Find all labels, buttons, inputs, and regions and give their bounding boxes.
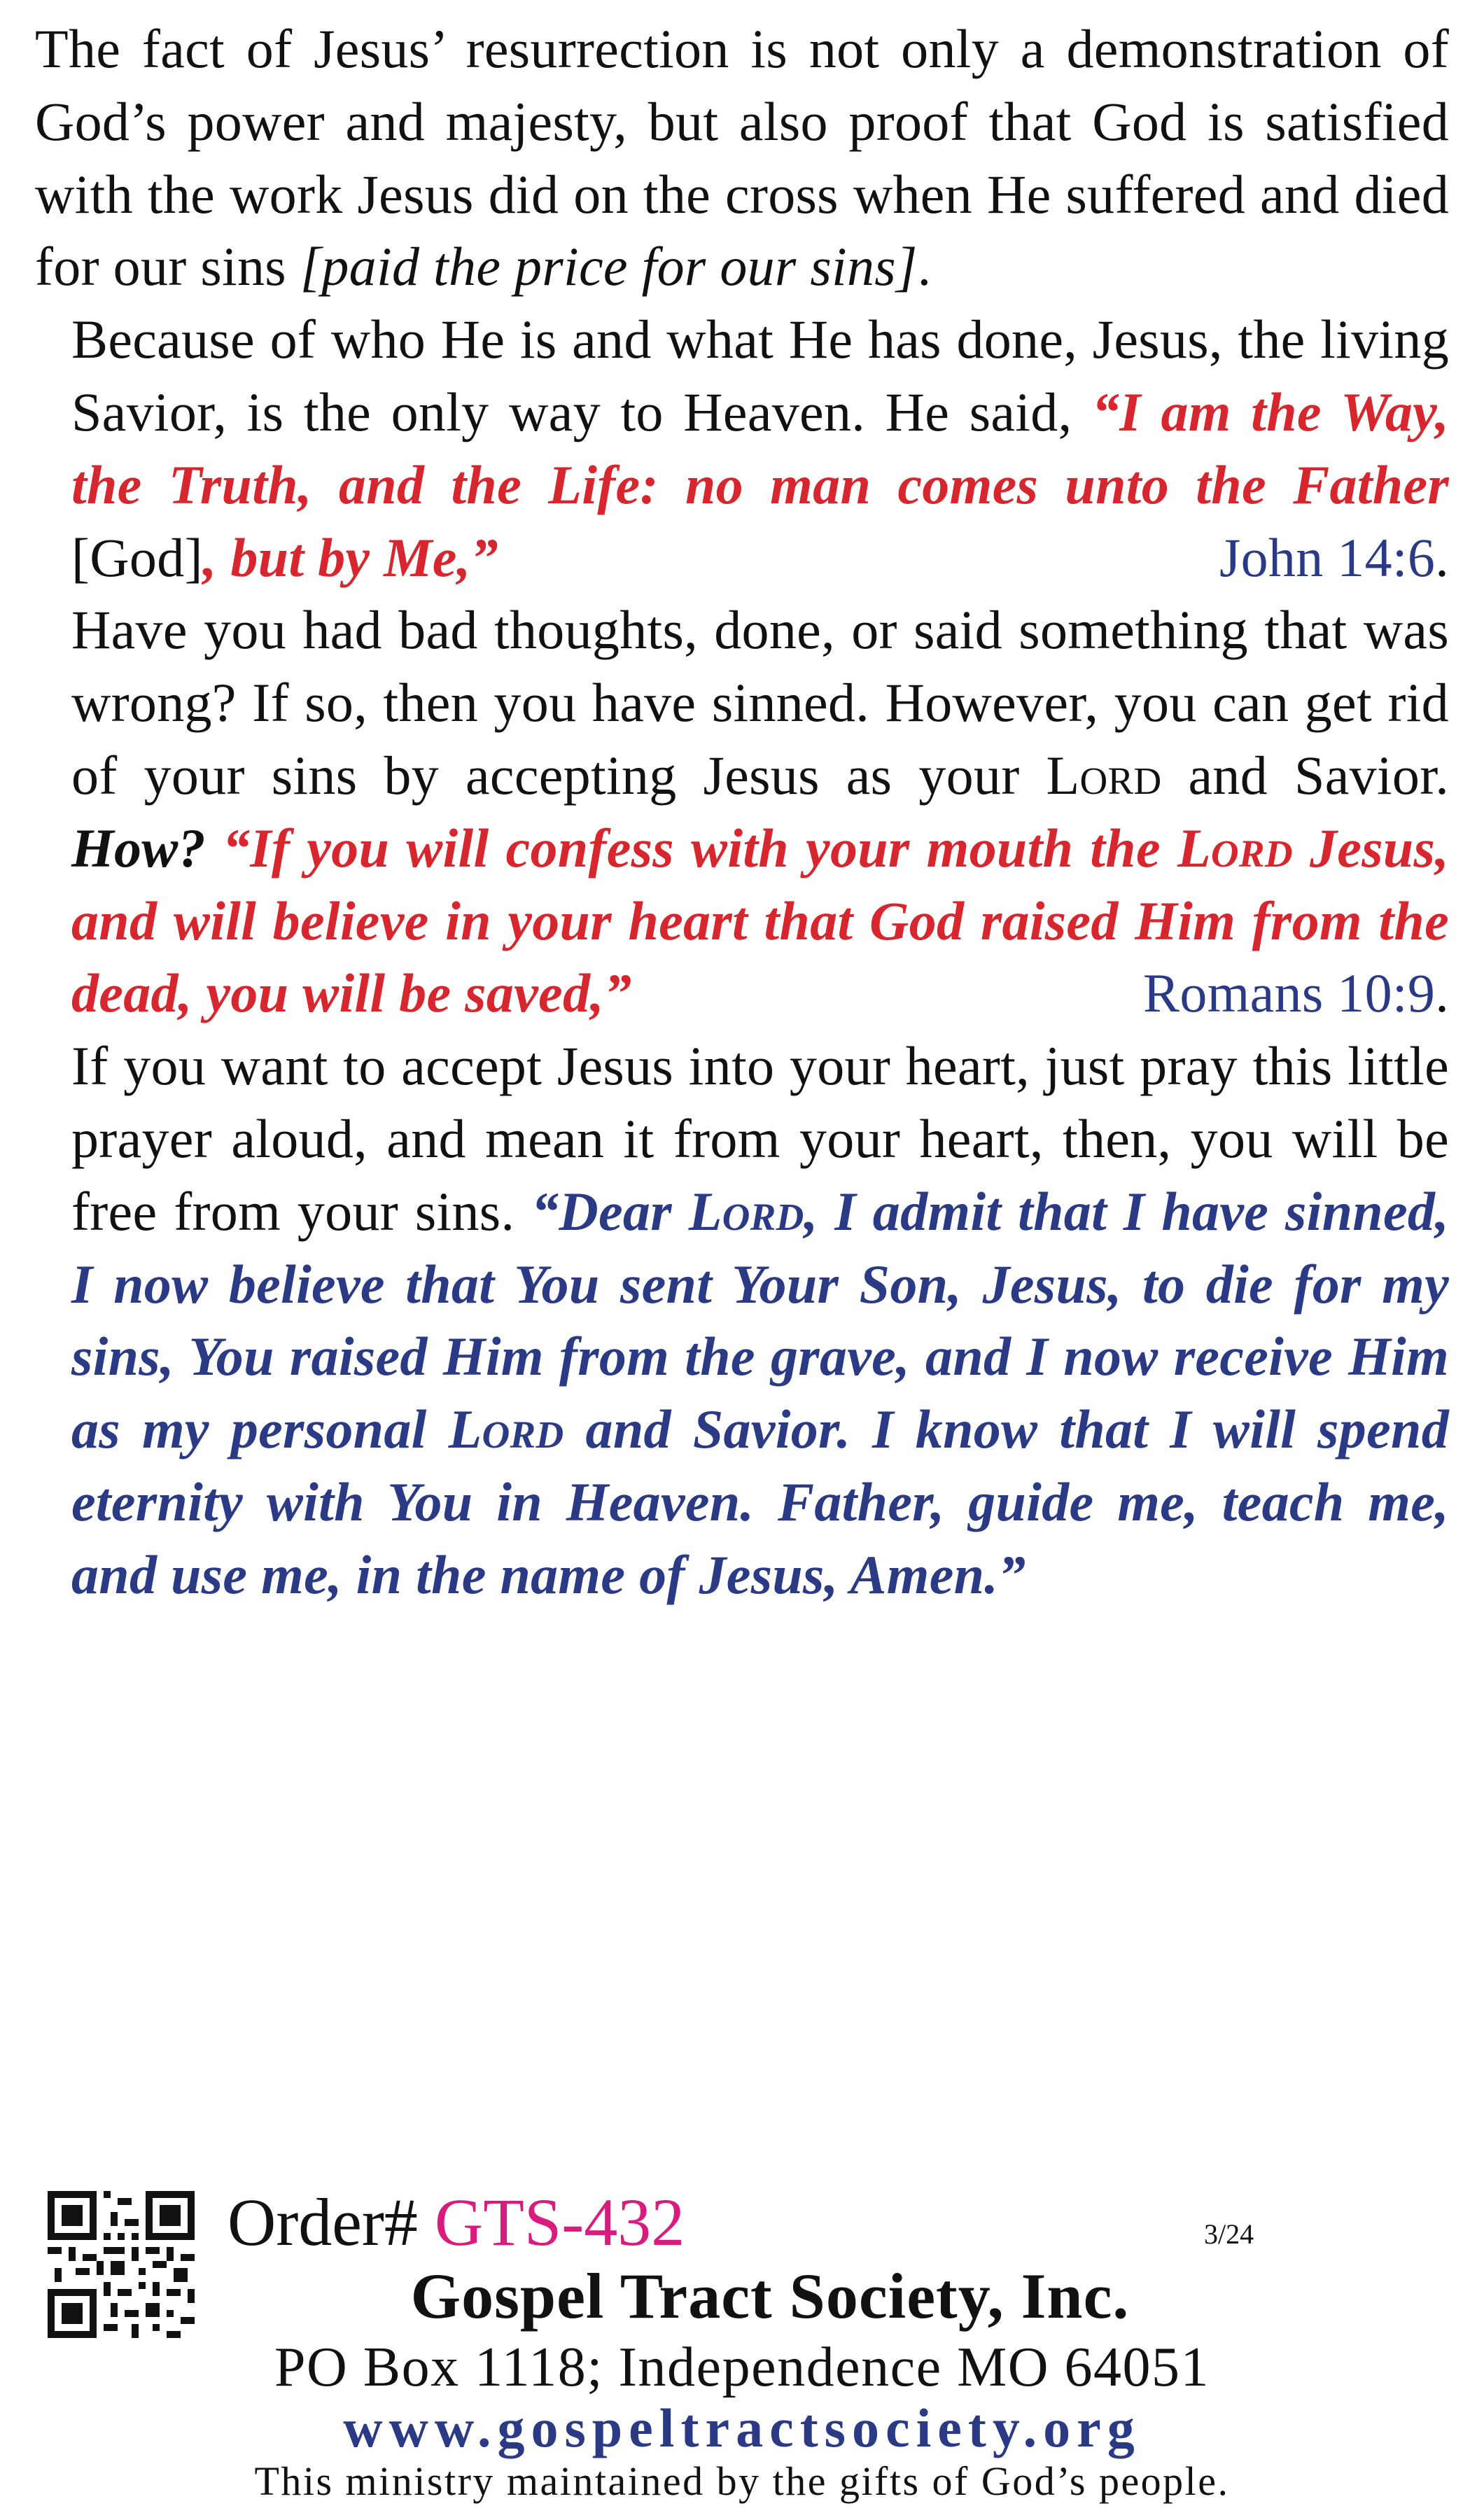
paragraph-text: The fact of Jesus’ resurrection is not only a demonstration of God’s power and majesty, but also proof that God is satisfied with the work Jesus did on the cross when He suffered and died for our sins (35, 18, 1449, 298)
mailing-address: PO Box 1118; Independence MO 64051 (274, 2337, 1210, 2398)
how-question: How? (71, 817, 206, 878)
tract-body (35, 13, 1449, 1611)
bracket-note: [God] (71, 526, 203, 588)
scripture-quote: “I am the Way, the Truth, and the Life: no man comes unto the Father (71, 381, 1449, 515)
paragraph-text: and Savior. (1161, 744, 1449, 806)
order-code: GTS-432 (434, 2185, 685, 2260)
prayer-text: “Dear (531, 1180, 689, 1242)
period: . (1435, 526, 1449, 588)
paragraph-sin (35, 594, 1449, 1030)
lord-smallcaps: Lord (688, 1180, 804, 1242)
paragraph-prayer (35, 1030, 1449, 1611)
scripture-quote: “If you will confess with your mouth the (205, 817, 1177, 878)
paragraph-text: If you want to accept Jesus into your heart, just pray this little prayer aloud, and mean it from your heart, then, you will be free from your sins. (71, 1035, 1449, 1242)
website-link[interactable]: www.gospeltractsociety.org (343, 2398, 1141, 2458)
ministry-note: This ministry maintained by the gifts of God’s people. (254, 2458, 1230, 2504)
order-label: Order# (227, 2185, 435, 2260)
scripture-reference: John 14:6 (1219, 526, 1436, 588)
paragraph-only-way (35, 303, 1449, 594)
lord-smallcaps: Lord (1046, 744, 1162, 806)
organization-name: Gospel Tract Society, Inc. (410, 2260, 1130, 2332)
period: . (917, 236, 932, 298)
scripture-quote-end: , but by Me,” (202, 526, 498, 588)
prayer-text: and Savior. I know that I will spend eternity with You in Heaven. Father, guide me, teach me, and use me, in the name of Jesus, Amen.” (71, 1399, 1449, 1605)
paragraph-resurrection (35, 13, 1449, 303)
order-number (227, 2184, 685, 2261)
scripture-reference: Romans 10:9 (1143, 962, 1436, 1024)
scripture-quote-end: Jesus, and will believe in your heart that God raised Him from the dead, you will be saved,” (71, 817, 1449, 1024)
lord-smallcaps: Lord (448, 1399, 564, 1460)
period: . (1435, 962, 1449, 1024)
lord-smallcaps: Lord (1177, 817, 1293, 878)
paragraph-text: Have you had bad thoughts, done, or said something that was wrong? If so, then you have sinned. However, you can get rid of your sins by accepting Jesus as your (71, 599, 1449, 806)
print-date: 3/24 (1204, 2218, 1254, 2250)
italic-note: [paid the price for our sins] (300, 236, 918, 298)
paragraph-text: Because of who He is and what He has done, Jesus, the living Savior, is the only way to Heaven. He said, (71, 309, 1449, 442)
prayer-text: , I admit that I have sinned, I now believe that You sent Your Son, Jesus, to die for my sins, You raised Him from the grave, and I now receive Him as my personal (71, 1180, 1450, 1460)
